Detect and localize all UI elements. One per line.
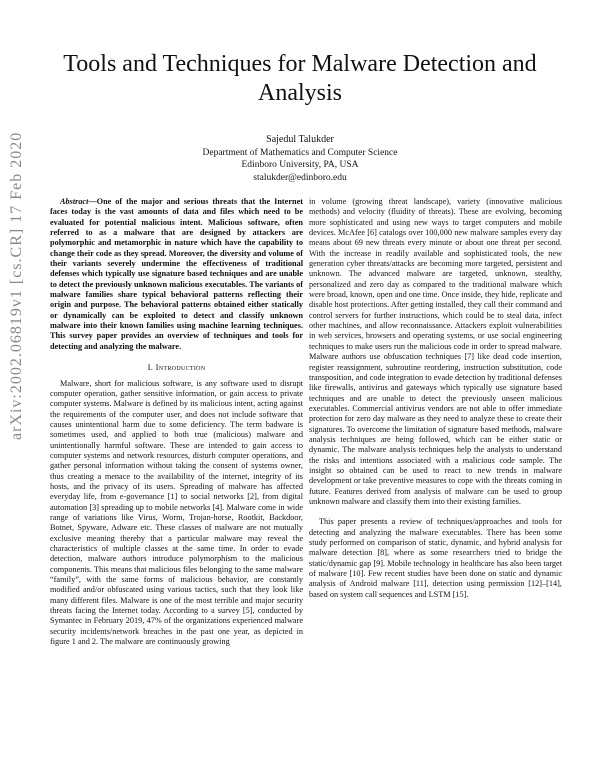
abstract-label: Abstract [60,197,89,206]
author-department: Department of Mathematics and Computer Science [202,147,398,158]
paper-title: Tools and Techniques for Malware Detection and Analysis [63,51,537,106]
section-heading: I. Introduction [147,362,206,373]
abstract [50,197,303,352]
left-column [50,197,303,647]
author-name: Sajedul Talukder [266,134,334,145]
author-university: Edinboro University, PA, USA [241,160,359,170]
author-block [100,134,500,184]
intro-paragraph-2: This paper presents a review of techniques/approaches and tools for detecting and analyzing the malware executables. There has been some study performed on comparison of static, dynamic, and hybrid analysis for malware detection [8], where as some researchers tried to bridge the static/dynamic gap [9]. Mobile technology in healthcare has also been target of malware [10]. Few recent studies have been done on static and dynamic analysis of Android malware [11], detection using permission [12]–[14], based on system call sequences and LSTM [15]. [309,517,562,599]
intro-paragraph-1: Malware, short for malicious software, is any software used to disrupt computer operation, gather sensitive information, or gain access to private computer systems. Malware is defined by its malicious intent, acting against the requirements of the computer user, and does not include software that causes unintentional harm due to some deficiency. The term badware is sometimes used, and applied to both true (malicious) malware and unintentionally harmful software. These are intended to gain access to computer systems and network resources, disturb computer operations, and gather personal information without taking the consent of systems owner, thus creating a menace to the availability of the internet, integrity of its hosts, and the privacy of its users. Spreading of malware has affected everyday life, from e-governance [1] to social networks [2], from digital automation [3] spreading up to mobile networks [4]. Malware come in wide range of variations like Virus, Worm, Trojan-horse, Rootkit, Backdoor, Botnet, Spyware, Adware etc. These classes of malware are not mutually exclusive meaning thereby that a particular malware may reveal the characteristics of multiple classes at the same time. In order to evade detection, malware authors introduce polymorphism to the malicious components. This means that malicious files belonging to the same malware “family”, with the same forms of malicious behavior, are constantly modified and/or obfuscated using various tactics, such that they look like many different files. Malware is one of the most terrible and major security threats facing the Internet today. According to a survey [5], conducted by Symantec in February 2019, 47% of the organizations experienced malware security incidents/network breaches in the past one year, as depicted in figure 1 and 2. The malware are continuously growing [50,378,303,647]
right-column [309,197,562,600]
author-email: stalukder@edinboro.edu [253,172,347,183]
arxiv-identifier: arXiv:2002.06819v1 [cs.CR] 17 Feb 2020 [8,131,25,440]
intro-paragraph-1-continued: in volume (growing threat landscape), variety (innovative malicious methods) and velocity (fluidity of threats). These are evolving, becoming more sophisticated and using new ways to target computers and mobile devices. McAfee [6] catalogs over 100,000 new malware samples every day means about 69 new threats every minute or about one threat per second. With the increase in readily available and sophisticated tools, the new generation cyber threats/attacks are becoming more targeted, persistent and unknown. The advanced malware are targeted, unknown, stealthy, personalized and zero day as compared to the traditional malware which were broad, known, open and one time. Once inside, they hide, replicate and disable host protections. After getting installed, they call their command and control servers for further instructions, which could be to steal data, infect other machines, and allow reconnaissance. Attackers exploit vulnerabilities in web services, browsers and operating systems, or use social engineering techniques to make users run the malicious code in order to spread malware. Malware authors use obfuscation techniques [7] like dead code insertion, register reassignment, subroutine reordering, instruction substitution, code transposition, and code integration to evade detection by traditional defenses like firewalls, antivirus and gateways which typically use signature based techniques and are unable to detect the previously unseen malicious executables. Commercial antivirus vendors are not able to offer immediate protection for zero day malware as they need to analyze these to create their signatures. To overcome the limitation of signature based methods, malware analysis techniques are being followed, which can be either static or dynamic. The malware analysis techniques help the analysts to understand the risks and intentions associated with a malicious code sample. The insight so obtained can be used to react to new trends in malware development or take preventive measures to cope with the threats coming in future. Features derived from analysis of malware can be used to group unknown malware and classify them into their existing families. [309,197,562,506]
abstract-dash: — [88,197,97,206]
abstract-text: One of the major and serious threats that the Internet faces today is the vast amounts of data and files which need to be evaluated for potential malicious intent. Malicious software, often referred to as a malware that are designed by attackers are polymorphic and metamorphic in nature which have the capability to change their code as they spread. Moreover, the diversity and volume of their variants severely undermine the effectiveness of traditional defenses which typically use signature based techniques and are unable to detect the previously unknown malicious executables. The variants of malware families share typical behavioral patterns reflecting their origin and purpose. The behavioral patterns obtained either statically or dynamically can be exploited to detect and classify unknown malware into their known families using machine learning techniques. This survey paper provides an overview of techniques and tools for detecting and analyzing the malware. [50,197,303,351]
